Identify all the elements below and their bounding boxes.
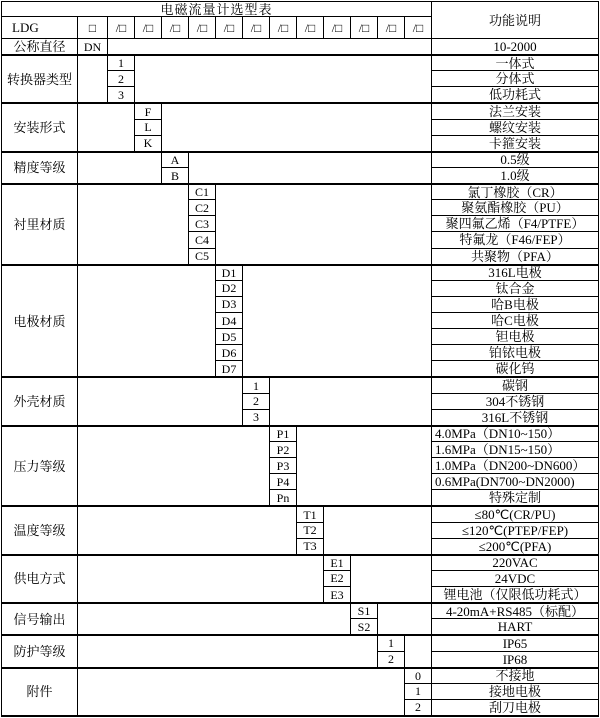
spacer-cell (78, 184, 189, 265)
option-code-cell: C3 (189, 216, 216, 232)
option-code-cell: DN (78, 39, 108, 55)
option-description-cell: 铂铱电极 (432, 345, 598, 361)
option-description-cell: 哈B电极 (432, 297, 598, 313)
group-label: 外壳材质 (2, 377, 78, 425)
spacer-cell (351, 555, 432, 603)
option-code-cell: D2 (216, 281, 243, 297)
spacer-cell (108, 39, 432, 55)
spacer-cell (405, 635, 432, 667)
group-label: 压力等级 (2, 426, 78, 507)
option-description-cell: 碳钢 (432, 377, 598, 393)
option-description-cell: IP68 (432, 652, 598, 668)
option-description-cell: 24VDC (432, 571, 598, 587)
option-code-cell: 2 (378, 652, 405, 668)
option-code-cell: 1 (108, 55, 135, 71)
option-description-cell: 1.0MPa（DN200~DN600） (432, 458, 598, 474)
option-description-cell: 一体式 (432, 55, 598, 71)
model-code-box: /□ (243, 17, 270, 39)
option-description-cell: 1.0级 (432, 168, 598, 184)
option-description-cell: 304不锈钢 (432, 394, 598, 410)
spacer-cell (78, 426, 270, 507)
option-code-cell: T1 (297, 506, 324, 522)
option-description-cell: 法兰安装 (432, 103, 598, 119)
option-code-cell: T2 (297, 523, 324, 539)
option-code-cell: E3 (324, 587, 351, 603)
option-description-cell: 分体式 (432, 71, 598, 87)
option-code-cell: 1 (378, 635, 405, 651)
model-code-box: /□ (405, 17, 432, 39)
option-description-cell: ≤80℃(CR/PU) (432, 506, 598, 522)
option-description-cell: 4.0MPa（DN10~150） (432, 426, 598, 442)
option-description-cell: HART (432, 619, 598, 635)
table-title: 电磁流量计选型表 (2, 2, 432, 17)
model-code-box: /□ (108, 17, 135, 39)
model-code-box: /□ (351, 17, 378, 39)
option-code-cell: S1 (351, 603, 378, 619)
option-code-cell: D6 (216, 345, 243, 361)
option-code-cell: P1 (270, 426, 297, 442)
option-code-cell: B (162, 168, 189, 184)
spacer-cell (216, 184, 432, 265)
model-code-box: /□ (216, 17, 243, 39)
option-description-cell: 哈C电极 (432, 313, 598, 329)
option-description-cell: 1.6MPa（DN15~150） (432, 442, 598, 458)
option-description-cell: 聚氨酯橡胶（PU） (432, 200, 598, 216)
model-code-box: /□ (270, 17, 297, 39)
option-code-cell: 2 (108, 71, 135, 87)
spacer-cell (78, 506, 297, 554)
option-code-cell: D3 (216, 297, 243, 313)
option-description-cell: 钛合金 (432, 281, 598, 297)
option-code-cell: 2 (243, 394, 270, 410)
option-description-cell: 螺纹安装 (432, 120, 598, 136)
function-header: 功能说明 (432, 2, 598, 39)
option-code-cell: 3 (243, 410, 270, 426)
option-code-cell: C2 (189, 200, 216, 216)
group-label: 精度等级 (2, 152, 78, 184)
option-description-cell: 特氟龙（F46/FEP） (432, 232, 598, 248)
option-description-cell: 锂电池（仅限低功耗式） (432, 587, 598, 603)
option-code-cell: Pn (270, 490, 297, 506)
option-description-cell: IP65 (432, 635, 598, 651)
group-label: 温度等级 (2, 506, 78, 554)
spacer-cell (297, 426, 432, 507)
spacer-cell (78, 635, 378, 667)
group-label: 附件 (2, 668, 78, 716)
spacer-cell (135, 55, 432, 103)
model-code-box: /□ (378, 17, 405, 39)
option-description-cell: 刮刀电极 (432, 700, 598, 716)
group-label: 转换器类型 (2, 55, 78, 103)
model-prefix: LDG (2, 17, 78, 39)
option-code-cell: C5 (189, 249, 216, 265)
option-description-cell: 0.5级 (432, 152, 598, 168)
option-code-cell: K (135, 136, 162, 152)
option-code-cell: 3 (108, 87, 135, 103)
option-code-cell: C4 (189, 232, 216, 248)
group-label: 衬里材质 (2, 184, 78, 265)
group-label: 电极材质 (2, 265, 78, 378)
option-code-cell: F (135, 103, 162, 119)
model-code-box: /□ (297, 17, 324, 39)
option-code-cell: D5 (216, 329, 243, 345)
spacer-cell (78, 265, 216, 378)
spacer-cell (78, 377, 243, 425)
option-description-cell: 4-20mA+RS485（标配） (432, 603, 598, 619)
group-label: 信号输出 (2, 603, 78, 635)
option-description-cell: 低功耗式 (432, 87, 598, 103)
spacer-cell (78, 668, 405, 716)
option-code-cell: 1 (243, 377, 270, 393)
option-description-cell: ≤200℃(PFA) (432, 539, 598, 555)
option-code-cell: E2 (324, 571, 351, 587)
group-label: 防护等级 (2, 635, 78, 667)
option-code-cell: 2 (405, 700, 432, 716)
option-description-cell: 钽电极 (432, 329, 598, 345)
option-code-cell: S2 (351, 619, 378, 635)
option-description-cell: 氯丁橡胶（CR） (432, 184, 598, 200)
spacer-cell (378, 603, 432, 635)
option-code-cell: T3 (297, 539, 324, 555)
group-label: 公称直径 (2, 39, 78, 55)
option-description-cell: 特殊定制 (432, 490, 598, 506)
option-code-cell: D7 (216, 361, 243, 377)
option-code-cell: E1 (324, 555, 351, 571)
option-code-cell: 1 (405, 684, 432, 700)
spacer-cell (270, 377, 432, 425)
option-description-cell: 0.6MPa(DN700~DN2000) (432, 474, 598, 490)
model-code-box: /□ (189, 17, 216, 39)
spacer-cell (324, 506, 432, 554)
option-description-cell: ≤120℃(PTEP/FEP) (432, 523, 598, 539)
group-label: 安装形式 (2, 103, 78, 151)
option-description-cell: 卡箍安装 (432, 136, 598, 152)
option-code-cell: P4 (270, 474, 297, 490)
model-code-box: /□ (162, 17, 189, 39)
option-description-cell: 10-2000 (432, 39, 598, 55)
option-code-cell: A (162, 152, 189, 168)
option-code-cell: P3 (270, 458, 297, 474)
selection-table (1, 1, 599, 717)
option-code-cell: C1 (189, 184, 216, 200)
spacer-cell (78, 55, 108, 103)
model-code-box: □ (78, 17, 108, 39)
option-code-cell: P2 (270, 442, 297, 458)
option-description-cell: 316L电极 (432, 265, 598, 281)
group-label: 供电方式 (2, 555, 78, 603)
option-code-cell: D1 (216, 265, 243, 281)
option-description-cell: 316L不锈钢 (432, 410, 598, 426)
option-code-cell: L (135, 120, 162, 136)
option-description-cell: 聚四氟乙烯（F4/PTFE） (432, 216, 598, 232)
spacer-cell (243, 265, 432, 378)
spacer-cell (78, 555, 324, 603)
option-description-cell: 不接地 (432, 668, 598, 684)
option-code-cell: 0 (405, 668, 432, 684)
spacer-cell (189, 152, 432, 184)
option-code-cell: D4 (216, 313, 243, 329)
option-description-cell: 共聚物（PFA） (432, 249, 598, 265)
spacer-cell (162, 103, 432, 151)
option-description-cell: 220VAC (432, 555, 598, 571)
model-code-box: /□ (324, 17, 351, 39)
spacer-cell (78, 603, 351, 635)
option-description-cell: 碳化钨 (432, 361, 598, 377)
spacer-cell (78, 152, 162, 184)
model-code-box: /□ (135, 17, 162, 39)
spacer-cell (78, 103, 135, 151)
option-description-cell: 接地电极 (432, 684, 598, 700)
